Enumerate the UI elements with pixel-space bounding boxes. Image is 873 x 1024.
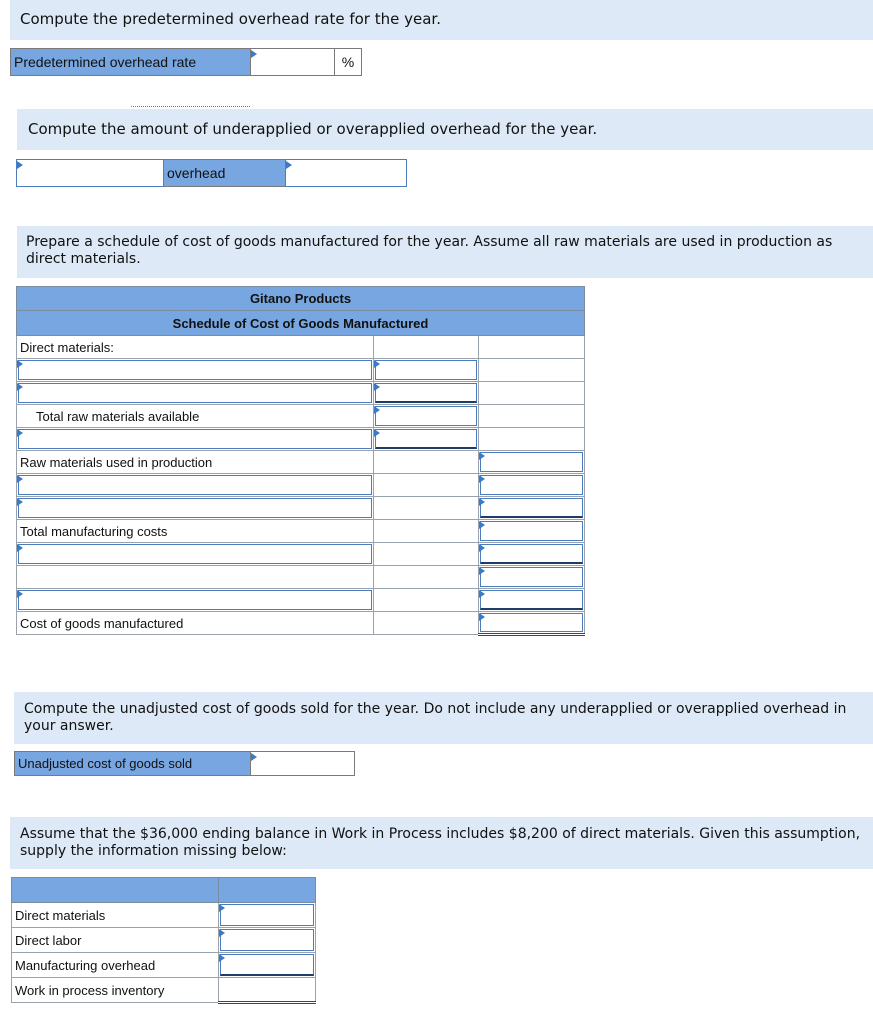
input-marker-icon [479, 613, 485, 621]
wip-row-label: Direct labor [12, 928, 219, 953]
input-marker-icon [479, 521, 485, 529]
predetermined-rate-label: Predetermined overhead rate [10, 48, 251, 76]
input-marker-icon [479, 452, 485, 460]
input-marker-icon [219, 904, 225, 912]
amount-input[interactable] [374, 359, 479, 382]
overhead-label: overhead [163, 159, 286, 187]
cogm-label: Cost of goods manufactured [17, 612, 374, 635]
input-marker-icon [479, 475, 485, 483]
row-label-input[interactable] [17, 474, 374, 497]
input-marker-icon [219, 954, 225, 962]
input-marker-icon [17, 383, 23, 391]
raw-used-label: Raw materials used in production [17, 451, 374, 474]
input-marker-icon [17, 544, 23, 552]
input-marker-icon [17, 161, 23, 169]
input-marker-icon [251, 50, 257, 58]
input-marker-icon [374, 406, 380, 414]
predetermined-rate-input[interactable] [250, 48, 335, 76]
q1-instruction: Compute the predetermined overhead rate for the year. [20, 10, 441, 28]
amount-input[interactable] [479, 474, 585, 497]
unadjusted-cogs-input[interactable] [250, 751, 355, 776]
manufacturing-overhead-input[interactable] [219, 953, 316, 978]
input-marker-icon [479, 567, 485, 575]
wip-row-label: Manufacturing overhead [12, 953, 219, 978]
input-marker-icon [17, 360, 23, 368]
q3-instruction: Prepare a schedule of cost of goods manufactured for the year. Assume all raw materials are used in production as direct materials. [26, 234, 833, 267]
q1-instruction-banner [10, 0, 873, 40]
wip-row-label: Direct materials [12, 903, 219, 928]
q5-instruction: Assume that the $36,000 ending balance in Work in Process includes $8,200 of direct materials. Given this assumption, supply the information missing below: [20, 826, 861, 859]
amount-input[interactable] [479, 497, 585, 520]
input-marker-icon [374, 429, 380, 437]
row-label-input[interactable] [17, 428, 374, 451]
input-marker-icon [479, 590, 485, 598]
total-raw-label: Total raw materials available [17, 405, 374, 428]
direct-materials-input[interactable] [219, 903, 316, 928]
row-label-input[interactable] [17, 589, 374, 612]
direct-labor-input[interactable] [219, 928, 316, 953]
over-under-select[interactable] [16, 159, 164, 187]
direct-materials-label: Direct materials: [17, 336, 374, 359]
company-name: Gitano Products [17, 287, 585, 311]
amount-input[interactable] [479, 589, 585, 612]
input-marker-icon [17, 475, 23, 483]
input-marker-icon [17, 429, 23, 437]
percent-unit: % [334, 48, 362, 76]
unadjusted-cogs-label: Unadjusted cost of goods sold [14, 751, 251, 776]
wip-table [11, 877, 316, 1004]
input-marker-icon [17, 498, 23, 506]
cogm-input[interactable] [479, 612, 585, 635]
input-marker-icon [479, 544, 485, 552]
wip-total-cell [219, 978, 316, 1003]
schedule-table [16, 286, 585, 636]
overhead-amount-input[interactable] [285, 159, 407, 187]
q2-instruction-banner [17, 109, 873, 150]
subtotal-input[interactable] [479, 566, 585, 589]
wip-row-label: Work in process inventory [12, 978, 219, 1003]
raw-used-input[interactable] [479, 451, 585, 474]
input-marker-icon [374, 383, 380, 391]
q5-instruction-banner [10, 817, 873, 869]
q4-instruction: Compute the unadjusted cost of goods sold for the year. Do not include any underapplied or overapplied overhead in your answer. [24, 701, 847, 734]
q3-instruction-banner [17, 226, 873, 278]
input-marker-icon [479, 498, 485, 506]
input-marker-icon [17, 590, 23, 598]
amount-input[interactable] [479, 543, 585, 566]
divider [131, 106, 250, 107]
row-label-input[interactable] [17, 543, 374, 566]
input-marker-icon [219, 929, 225, 937]
input-marker-icon [251, 753, 257, 761]
input-marker-icon [286, 161, 292, 169]
total-mfg-input[interactable] [479, 520, 585, 543]
q4-instruction-banner [14, 692, 873, 744]
total-raw-input[interactable] [374, 405, 479, 428]
q2-instruction: Compute the amount of underapplied or overapplied overhead for the year. [28, 120, 598, 138]
input-marker-icon [374, 360, 380, 368]
amount-input[interactable] [374, 428, 479, 451]
row-label-input[interactable] [17, 497, 374, 520]
row-label-input[interactable] [17, 359, 374, 382]
row-label-input[interactable] [17, 382, 374, 405]
schedule-title: Schedule of Cost of Goods Manufactured [17, 311, 585, 336]
amount-input[interactable] [374, 382, 479, 405]
total-mfg-label: Total manufacturing costs [17, 520, 374, 543]
